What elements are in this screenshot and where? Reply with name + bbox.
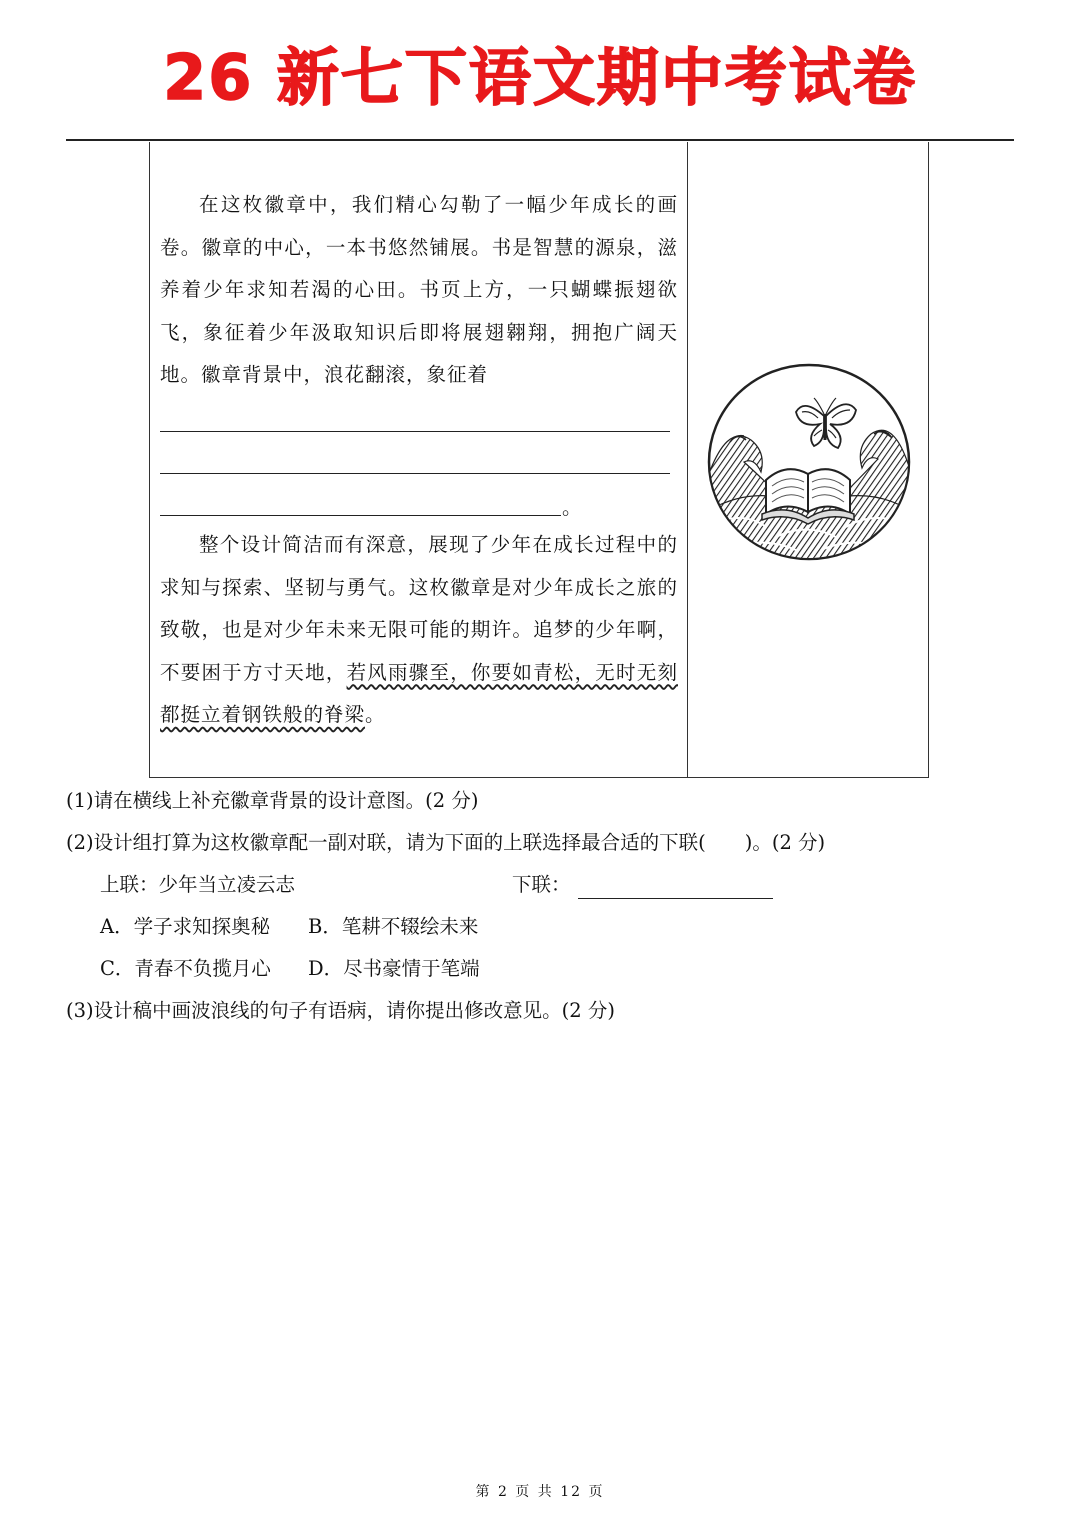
answer-blank-line-3[interactable] (160, 515, 561, 516)
answer-blank-line-1[interactable] (160, 431, 670, 432)
paragraph-2-end: 。 (365, 703, 386, 726)
option-c[interactable]: C．青春不负揽月心 (100, 957, 271, 980)
lower-couplet-label: 下联： (512, 873, 571, 896)
option-b[interactable]: B．笔耕不辍绘未来 (308, 915, 479, 938)
design-panel-divider (687, 142, 688, 778)
blank-end-period: 。 (562, 496, 582, 519)
page-number: 第 2 页 共 12 页 (475, 1484, 605, 1500)
question-3: (3)设计稿中画波浪线的句子有语病，请你提出修改意见。(2 分) (66, 999, 615, 1022)
option-d[interactable]: D．尽书豪情于笔端 (308, 957, 480, 980)
badge-illustration-icon (706, 362, 912, 562)
design-description-paragraph-1: 在这枚徽章中，我们精心勾勒了一幅少年成长的画卷。徽章的中心，一本书悠然铺展。书是智慧的源泉，滋养着少年求知若渴的心田。书页上方，一只蝴蝶振翅欲飞，象征着少年汲取知识后即将展翅翱翔，拥抱广阔天地。徽章背景中，浪花翻滚，象征着 (160, 193, 678, 386)
header-divider (66, 139, 1014, 141)
paragraph-2-text: 整个设计简洁而有深意，展现了少年在成长过程中的求知与探索、坚韧与勇气。这枚徽章是对少年成长之旅的致敬，也是对少年未来无限可能的期许。追梦的少年啊，不要困于方寸天地， (160, 533, 678, 684)
lower-couplet-answer-line[interactable] (578, 898, 773, 899)
option-a[interactable]: A．学子求知探奥秘 (100, 915, 271, 938)
answer-blank-line-2[interactable] (160, 473, 670, 474)
wavy-underlined-sentence: 若风雨骤至，你要如青松，无时无刻都挺立着钢铁般的脊梁 (160, 660, 678, 726)
upper-couplet: 上联：少年当立凌云志 (100, 873, 296, 896)
question-2: (2)设计组打算为这枚徽章配一副对联，请为下面的上联选择最合适的下联( )。(2 分) (66, 831, 826, 854)
design-description-paragraph-2 (160, 524, 678, 737)
page-title: 26 新七下语文期中考试卷 (163, 41, 917, 114)
question-1: (1)请在横线上补充徽章背景的设计意图。(2 分) (66, 789, 479, 812)
